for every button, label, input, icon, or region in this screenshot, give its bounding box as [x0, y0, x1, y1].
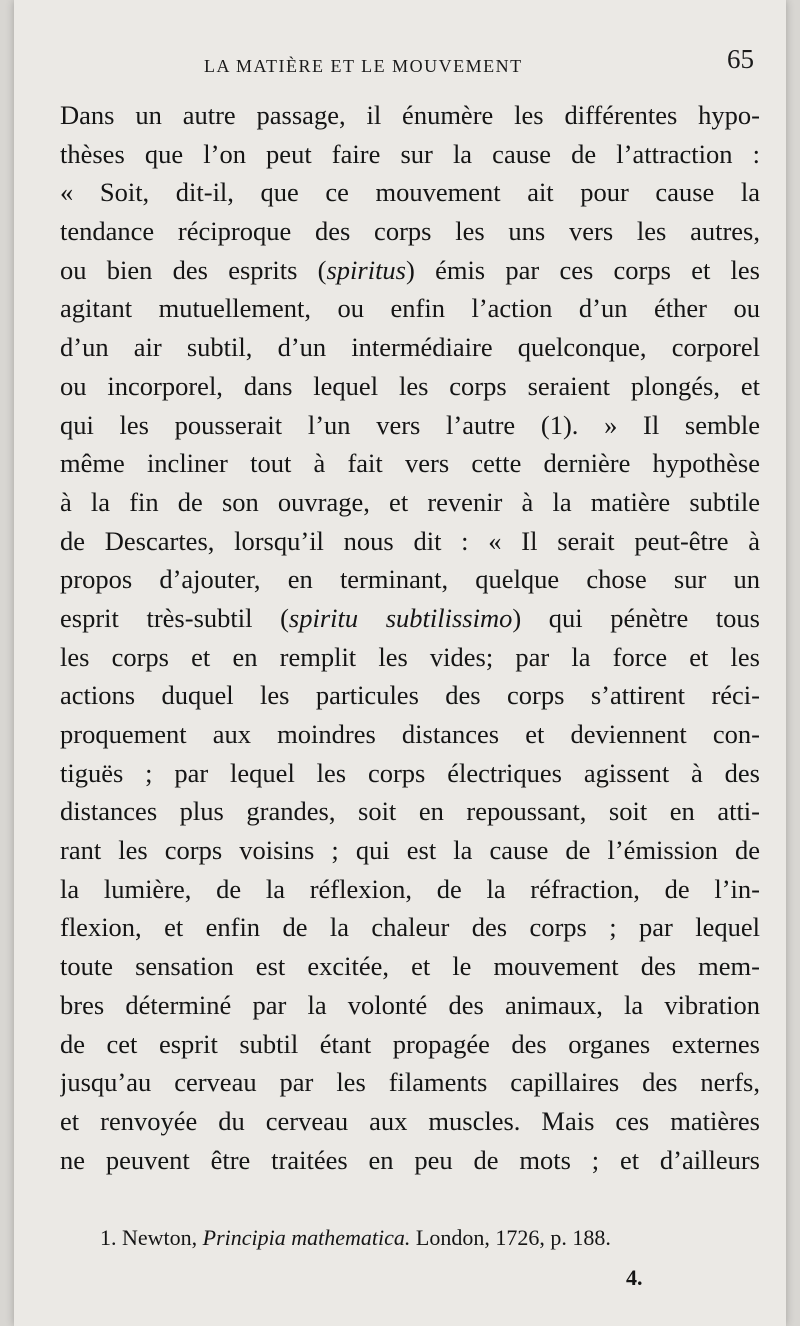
text-line: les corps et en remplit les vides; par la force et les [60, 641, 760, 672]
text-line: même incliner tout à fait vers cette dernière hypothèse [60, 448, 760, 479]
running-title: LA MATIÈRE ET LE MOUVEMENT [204, 56, 523, 76]
text-line: de Descartes, lorsqu’il nous dit : « Il serait peut-être à [60, 525, 760, 556]
running-header [74, 44, 756, 84]
text-line: ne peuvent être traitées en peu de mots ; et d’ailleurs [60, 1144, 760, 1175]
footnote-author: Newton, [122, 1225, 198, 1250]
text-line: propos d’ajouter, en terminant, quelque chose sur un [60, 564, 760, 595]
text-line: agitant mutuellement, ou enfin l’action d’un éther ou [60, 293, 760, 324]
text-line: jusqu’au cerveau par les filaments capillaires des nerfs, [60, 1067, 760, 1098]
text-line: bres déterminé par la volonté des animaux, la vibration [60, 989, 760, 1020]
text-line: rant les corps voisins ; qui est la cause de l’émission de [60, 835, 760, 866]
footnote-details: London, 1726, p. 188. [415, 1225, 611, 1250]
signature-mark: 4. [626, 1265, 643, 1290]
text-line: la lumière, de la réflexion, de la réfraction, de l’in- [60, 873, 760, 904]
text-line: flexion, et enfin de la chaleur des corps ; par lequel [60, 912, 760, 943]
text-line: distances plus grandes, soit en repoussant, soit en atti- [60, 796, 760, 827]
text-line: Dans un autre passage, il énumère les différentes hypo- [60, 100, 760, 130]
footnote-marker: 1. [100, 1225, 117, 1250]
book-page [14, 0, 786, 1326]
text-line: et renvoyée du cerveau aux muscles. Mais ces matières [60, 1105, 760, 1136]
page-number: 65 [727, 44, 754, 74]
latin-term: spiritus [326, 254, 406, 285]
text-line: esprit très-subtil (spiritu subtilissimo) qui pénètre tous [60, 602, 760, 633]
text-line: ou bien des esprits (spiritus) émis par ces corps et les [60, 254, 760, 285]
text-line: thèses que l’on peut faire sur la cause de l’attraction : [60, 138, 760, 169]
text-line: d’un air subtil, d’un intermédiaire quelconque, corporel [60, 332, 760, 363]
text-line: tendance réciproque des corps les uns vers les autres, [60, 216, 760, 247]
text-line: à la fin de son ouvrage, et revenir à la matière subtile [60, 486, 760, 517]
text-line: de cet esprit subtil étant propagée des organes externes [60, 1028, 760, 1059]
footnote [100, 1225, 611, 1251]
latin-term: spiritu subtilissimo [288, 602, 513, 633]
text-line: actions duquel les particules des corps s’attirent réci- [60, 680, 760, 711]
text-line: « Soit, dit-il, que ce mouvement ait pour cause la [60, 177, 760, 208]
text-line: ou incorporel, dans lequel les corps seraient plongés, et [60, 370, 760, 401]
text-line: toute sensation est excitée, et le mouvement des mem- [60, 951, 760, 982]
text-line: qui les pousserait l’un vers l’autre (1). » Il semble [60, 409, 760, 440]
footnote-work-title: Principia mathematica. [202, 1225, 411, 1250]
body-text [60, 96, 760, 1179]
text-line: proquement aux moindres distances et deviennent con- [60, 719, 760, 749]
text-line: tiguës ; par lequel les corps électriques agissent à des [60, 757, 760, 788]
